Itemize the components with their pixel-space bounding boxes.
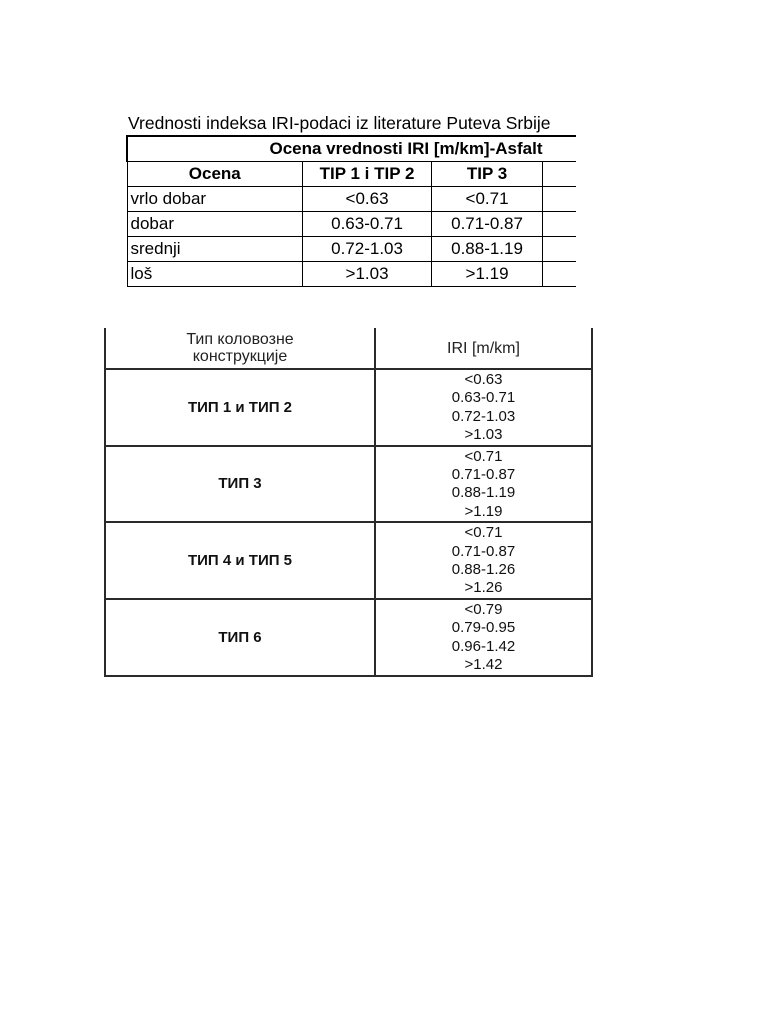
cell-value: >1.19 [432, 262, 543, 287]
table-header-row [105, 328, 592, 369]
value-line: 0.88-1.19 [451, 484, 516, 502]
cell-value: 0.88-1.19 [432, 237, 543, 262]
cell-value: <0.71 [432, 187, 543, 212]
cell-values [375, 446, 592, 523]
value-line: 0.71-0.87 [451, 466, 516, 484]
header-construction-type [105, 328, 375, 369]
value-line: 0.96-1.42 [451, 637, 516, 655]
cell-type: ТИП 4 и ТИП 5 [105, 522, 375, 599]
cell-values [375, 522, 592, 599]
header-iri: IRI [m/km] [375, 328, 592, 369]
header-tip1-tip2: TIP 1 i TIP 2 [303, 162, 432, 187]
table-row [105, 522, 592, 599]
table-row [105, 369, 592, 446]
value-line: <0.71 [464, 524, 503, 542]
header-tip3: TIP 3 [432, 162, 543, 187]
value-line: 0.88-1.26 [451, 561, 516, 579]
cell-value: >1.03 [303, 262, 432, 287]
table-title-row [127, 136, 576, 162]
value-line: >1.03 [464, 426, 503, 444]
cell-values [375, 369, 592, 446]
iri-table-latin [126, 112, 576, 292]
value-line: <0.71 [464, 447, 503, 465]
value-line: 0.63-0.71 [451, 389, 516, 407]
value-line: <0.63 [464, 371, 503, 388]
cell-value: 0.63-0.71 [303, 212, 432, 237]
table-row [127, 237, 576, 262]
cell-type: ТИП 3 [105, 446, 375, 523]
header-type-line1: Тип коловозне [186, 331, 294, 348]
table-row [127, 262, 576, 287]
table-row [127, 187, 576, 212]
value-line: >1.26 [464, 579, 503, 597]
value-line: 0.72-1.03 [451, 407, 516, 425]
value-line: 0.79-0.95 [451, 619, 516, 637]
value-line: <0.79 [464, 600, 503, 618]
table-title: Ocena vrednosti IRI [m/km]-Asfalt [127, 136, 543, 162]
cell-grade: srednji [127, 237, 303, 262]
cell-grade: vrlo dobar [127, 187, 303, 212]
cell-value: <0.63 [303, 187, 432, 212]
table-row [127, 212, 576, 237]
iri-grades-table [126, 135, 576, 287]
cell-grade: loš [127, 262, 303, 287]
cell-type: ТИП 1 и ТИП 2 [105, 369, 375, 446]
table-row [105, 446, 592, 523]
value-line: >1.19 [464, 502, 503, 520]
cell-type: ТИП 6 [105, 599, 375, 676]
value-line: >1.42 [464, 656, 503, 674]
table-row [105, 599, 592, 676]
cell-values [375, 599, 592, 676]
table-caption: Vrednosti indeksa IRI-podaci iz literature Puteva Srbije [128, 113, 551, 133]
iri-table-cyrillic [104, 328, 593, 677]
header-type-line2: конструкције [192, 348, 288, 365]
cell-value: 0.71-0.87 [432, 212, 543, 237]
table-header-row [127, 162, 576, 187]
cell-value: 0.72-1.03 [303, 237, 432, 262]
header-ocena: Ocena [127, 162, 303, 187]
value-line: 0.71-0.87 [451, 542, 516, 560]
cell-grade: dobar [127, 212, 303, 237]
